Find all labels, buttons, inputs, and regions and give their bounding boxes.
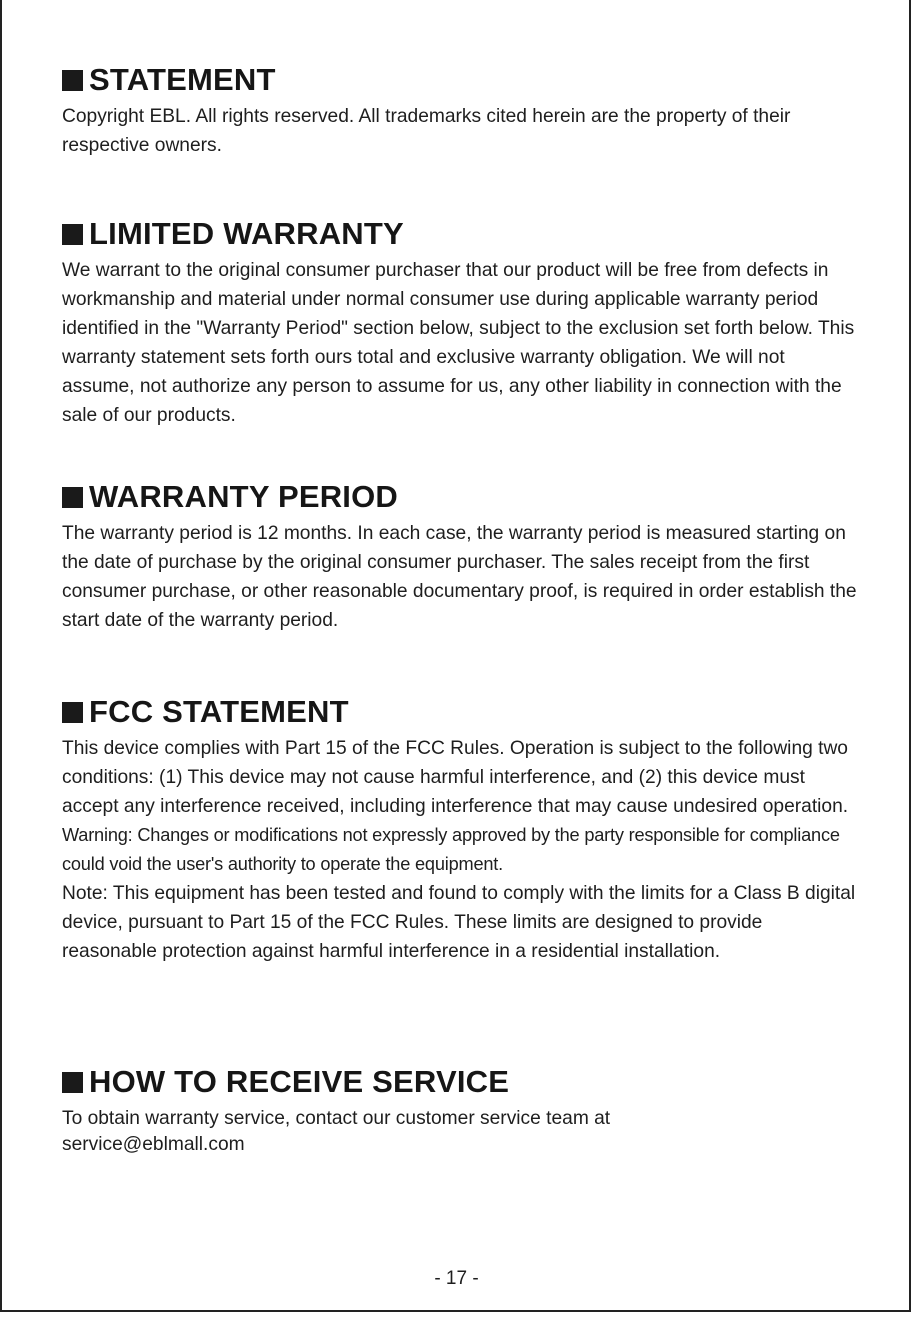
square-bullet-icon xyxy=(62,487,83,508)
statement-heading xyxy=(62,62,862,98)
page-number: - 17 - xyxy=(434,1268,479,1289)
warranty-period-heading xyxy=(62,479,862,515)
warranty-period-section xyxy=(62,479,862,635)
limited-warranty-text: We warrant to the original consumer purchaser that our product will be free from defects in workmanship and material under normal consumer use during applicable warranty period identified in the "Warranty Period" section below, subject to the exclusion set forth below. This warranty statement sets forth ours total and exclusive warranty obligation. We will not assume, not authorize any person to assume for us, any other liability in connection with the sale of our products. xyxy=(62,260,855,426)
limited-warranty-heading-text: LIMITED WARRANTY xyxy=(89,216,404,251)
limited-warranty-heading xyxy=(62,216,862,252)
how-to-receive-service-section xyxy=(62,1064,862,1159)
fcc-statement-section xyxy=(62,694,862,966)
warranty-period-text: The warranty period is 12 months. In each case, the warranty period is measured starting on the date of purchase by the original consumer purchaser. The sales receipt from the first consumer purchase, or other reasonable documentary proof, is required in order establish the start date of the warranty period. xyxy=(62,523,857,631)
limited-warranty-section xyxy=(62,216,862,430)
fcc-statement-heading xyxy=(62,694,862,730)
service-text: To obtain warranty service, contact our customer service team at xyxy=(62,1108,611,1129)
statement-heading-text: STATEMENT xyxy=(89,62,276,97)
fcc-warning-text: Warning: Changes or modifications not expressly approved by the party responsible for compliance could void the user's authority to operate the equipment. xyxy=(62,825,840,874)
how-to-receive-service-heading-text: HOW TO RECEIVE SERVICE xyxy=(89,1064,510,1099)
how-to-receive-service-heading xyxy=(62,1064,862,1100)
square-bullet-icon xyxy=(62,70,83,91)
statement-section xyxy=(62,62,862,160)
fcc-note-text: Note: This equipment has been tested and found to comply with the limits for a Class B digital device, pursuant to Part 15 of the FCC Rules. These limits are designed to provide reasonable protection against harmful interference in a residential installation. xyxy=(62,883,856,962)
square-bullet-icon xyxy=(62,1072,83,1093)
square-bullet-icon xyxy=(62,702,83,723)
warranty-period-heading-text: WARRANTY PERIOD xyxy=(89,479,399,514)
service-email: service@eblmall.com xyxy=(62,1134,245,1155)
fcc-statement-heading-text: FCC STATEMENT xyxy=(89,694,349,729)
fcc-statement-text: This device complies with Part 15 of the FCC Rules. Operation is subject to the following two conditions: (1) This device may not cause harmful interference, and (2) this device must accept any interference received, including interference that may cause undesired operation. xyxy=(62,738,849,817)
statement-text: Copyright EBL. All rights reserved. All trademarks cited herein are the property of their respective owners. xyxy=(62,106,791,156)
square-bullet-icon xyxy=(62,224,83,245)
